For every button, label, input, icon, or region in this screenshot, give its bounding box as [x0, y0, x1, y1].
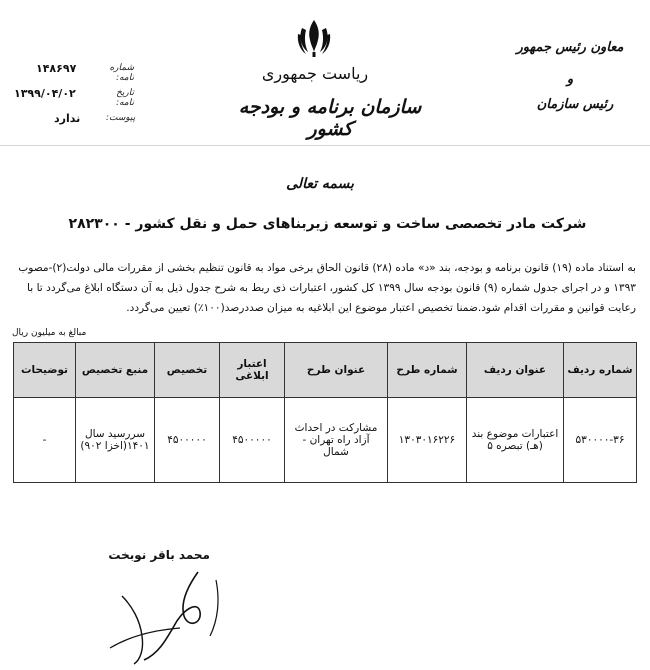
header-notes: توضیحات	[14, 343, 76, 398]
cell-notified-credit: ۴۵۰۰۰۰۰	[220, 398, 285, 483]
signer-name: محمد باقر نوبخت	[108, 548, 210, 562]
body-line-1: به استناد ماده (۱۹) قانون برنامه و بودجه، بند «د» ماده (۲۸) قانون الحاق برخی مواد به قانون تنظیم بخشی از مقررات مالی دولت(۲)-مصوب	[18, 262, 636, 274]
unit-note: مبالغ به میلیون ریال	[12, 328, 87, 338]
signature-icon	[70, 540, 240, 666]
sender-title-line1: معاون رئیس جمهور	[516, 40, 624, 55]
letter-number-label: شماره نامه:	[109, 63, 134, 83]
letter-date-label: تاریخ نامه:	[116, 88, 134, 108]
table-header-row	[14, 343, 637, 398]
letter-meta	[14, 52, 134, 132]
document-title: شرکت مادر تخصصی ساخت و توسعه زیربناهای حمل و نقل کشور - ۲۸۲۳۰۰	[68, 216, 587, 232]
table-row	[14, 398, 637, 483]
letter-date-value: ۱۳۹۹/۰۴/۰۲	[14, 87, 76, 100]
presidency-label: ریاست جمهوری	[261, 64, 369, 83]
emblem-icon	[296, 18, 332, 58]
header-project-number: شماره طرح	[388, 343, 467, 398]
header-project-title: عنوان طرح	[285, 343, 388, 398]
cell-row-number: ۵۳۰۰۰۰-۳۶	[564, 398, 637, 483]
header-notified-credit: اعتبار ابلاغی	[220, 343, 285, 398]
cell-row-title: اعتبارات موضوع بند (هـ) تبصره ۵	[467, 398, 564, 483]
header-divider	[0, 145, 650, 146]
allocation-table	[13, 342, 637, 483]
sender-title-line2: و	[566, 72, 574, 87]
body-line-2: ۱۳۹۳ و در اجرای جدول شماره (۹) قانون بودجه سال ۱۳۹۹ کل کشور، اعتبارات ذی ربط به شرح جدول ذیل به آن دستگاه ابلاغ می‌گردد تا با	[27, 282, 636, 294]
cell-project-title: مشارکت در احداث آزاد راه تهران - شمال	[285, 398, 388, 483]
letter-number-value: ۱۴۸۶۹۷	[36, 62, 77, 75]
cell-notes: -	[14, 398, 76, 483]
allocation-table-wrap	[13, 342, 637, 483]
cell-project-number: ۱۳۰۳۰۱۶۲۲۶	[388, 398, 467, 483]
cell-allocation: ۴۵۰۰۰۰۰	[155, 398, 220, 483]
body-line-3: رعایت قوانین و مقررات اقدام شود.ضمنا تخصیص اعتبار موضوع این ابلاغیه به میزان صددرصد(۱۰۰٪) تعیین می‌گردد.	[126, 302, 636, 314]
header-allocation: تخصیص	[155, 343, 220, 398]
sender-title-line3: رئیس سازمان	[536, 97, 614, 112]
header-row-title: عنوان ردیف	[467, 343, 564, 398]
attachment-value: ندارد	[54, 112, 81, 125]
body-paragraph	[10, 258, 636, 318]
attachment-label: پیوست:	[106, 113, 136, 123]
organization-name: سازمان برنامه و بودجه کشور	[238, 96, 422, 140]
header-row-number: شماره ردیف	[564, 343, 637, 398]
header-allocation-source: منبع تخصیص	[76, 343, 155, 398]
bismillah: بسمه تعالی	[286, 176, 354, 192]
cell-allocation-source: سررسید سال ۱۴۰۱(اخزا ۹۰۲)	[76, 398, 155, 483]
